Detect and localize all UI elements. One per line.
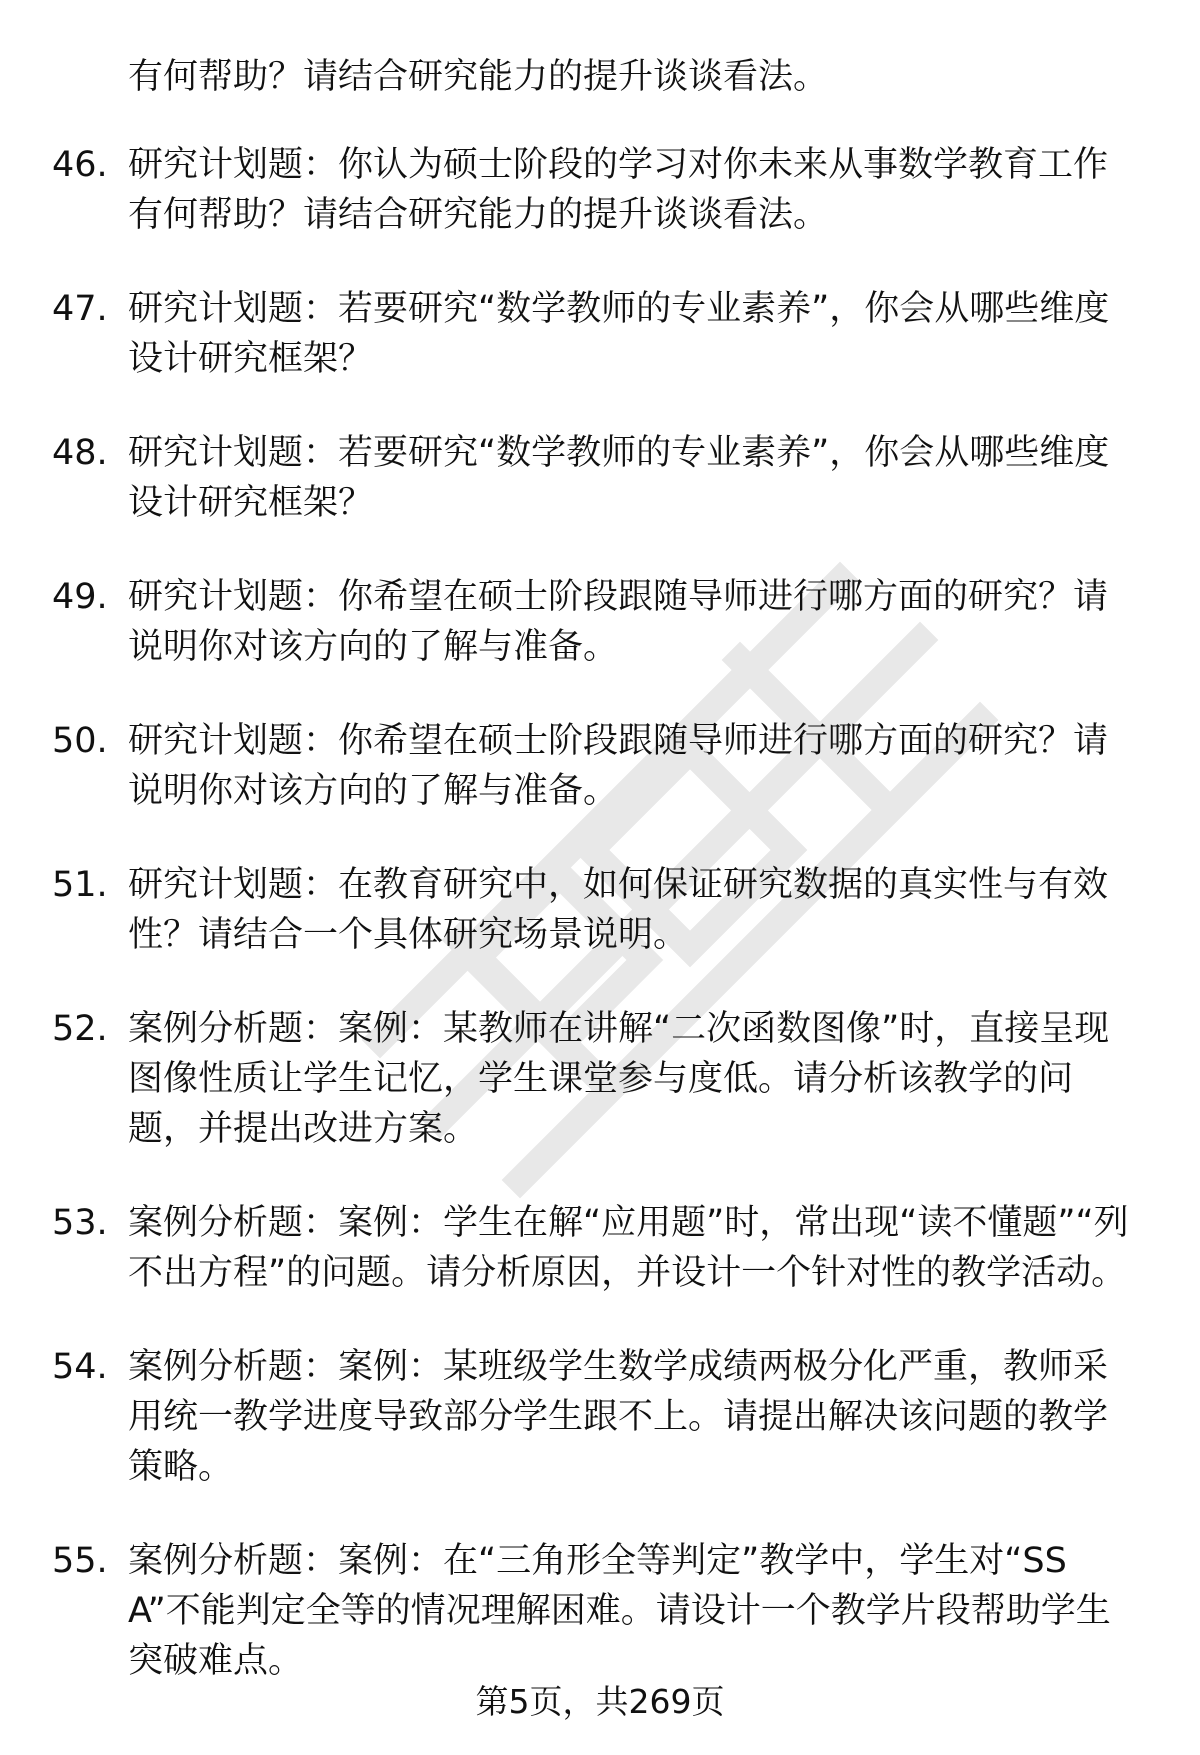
- continuation-text: 有何帮助？请结合研究能力的提升谈谈看法。: [128, 57, 829, 97]
- question-text: 案例分析题：案例：某班级学生数学成绩两极分化严重，教师采用统一教学进度导致部分学生跟不上。请提出解决该问题的教学策略。: [128, 1347, 1109, 1487]
- question-text: 研究计划题：你认为硕士阶段的学习对你未来从事数学教育工作有何帮助？请结合研究能力的提升谈谈看法。: [128, 145, 1109, 235]
- page-footer: 第5页，共269页: [475, 1682, 725, 1721]
- question-list: [0, 140, 1200, 1730]
- question-item: [0, 140, 1200, 240]
- question-item: [0, 860, 1200, 960]
- question-text: 研究计划题：在教育研究中，如何保证研究数据的真实性与有效性？请结合一个具体研究场景说明。: [128, 865, 1109, 955]
- question-item: [0, 1342, 1200, 1492]
- question-item: [0, 1004, 1200, 1154]
- question-item: [0, 1198, 1200, 1298]
- question-text: 案例分析题：案例：学生在解“应用题”时，常出现“读不懂题”“列不出方程”的问题。请分析原因，并设计一个针对性的教学活动。: [128, 1203, 1129, 1293]
- question-text: 研究计划题：若要研究“数学教师的专业素养”，你会从哪些维度设计研究框架？: [128, 289, 1110, 379]
- question-item: [0, 716, 1200, 816]
- question-number: 46.: [52, 145, 108, 185]
- question-number: 49.: [52, 577, 108, 617]
- question-number: 47.: [52, 289, 108, 329]
- question-item: [0, 572, 1200, 672]
- question-number: 48.: [52, 433, 108, 473]
- question-text: 研究计划题：若要研究“数学教师的专业素养”，你会从哪些维度设计研究框架？: [128, 433, 1110, 523]
- question-text: 案例分析题：案例：某教师在讲解“二次函数图像”时，直接呈现图像性质让学生记忆，学生课堂参与度低。请分析该教学的问题，并提出改进方案。: [128, 1009, 1110, 1149]
- question-text: 研究计划题：你希望在硕士阶段跟随导师进行哪方面的研究？请说明你对该方向的了解与准备。: [128, 577, 1109, 667]
- question-number: 53.: [52, 1203, 108, 1243]
- question-number: 50.: [52, 721, 108, 761]
- question-item: [0, 428, 1200, 528]
- question-item: [0, 1536, 1200, 1686]
- question-text: 研究计划题：你希望在硕士阶段跟随导师进行哪方面的研究？请说明你对该方向的了解与准备。: [128, 721, 1109, 811]
- question-number: 54.: [52, 1347, 108, 1387]
- question-text: 案例分析题：案例：在“三角形全等判定”教学中，学生对“SSA”不能判定全等的情况理解困难。请设计一个教学片段帮助学生突破难点。: [128, 1541, 1111, 1681]
- question-number: 55.: [52, 1541, 108, 1581]
- question-number: 52.: [52, 1009, 108, 1049]
- question-item: [0, 284, 1200, 384]
- question-number: 51.: [52, 865, 108, 905]
